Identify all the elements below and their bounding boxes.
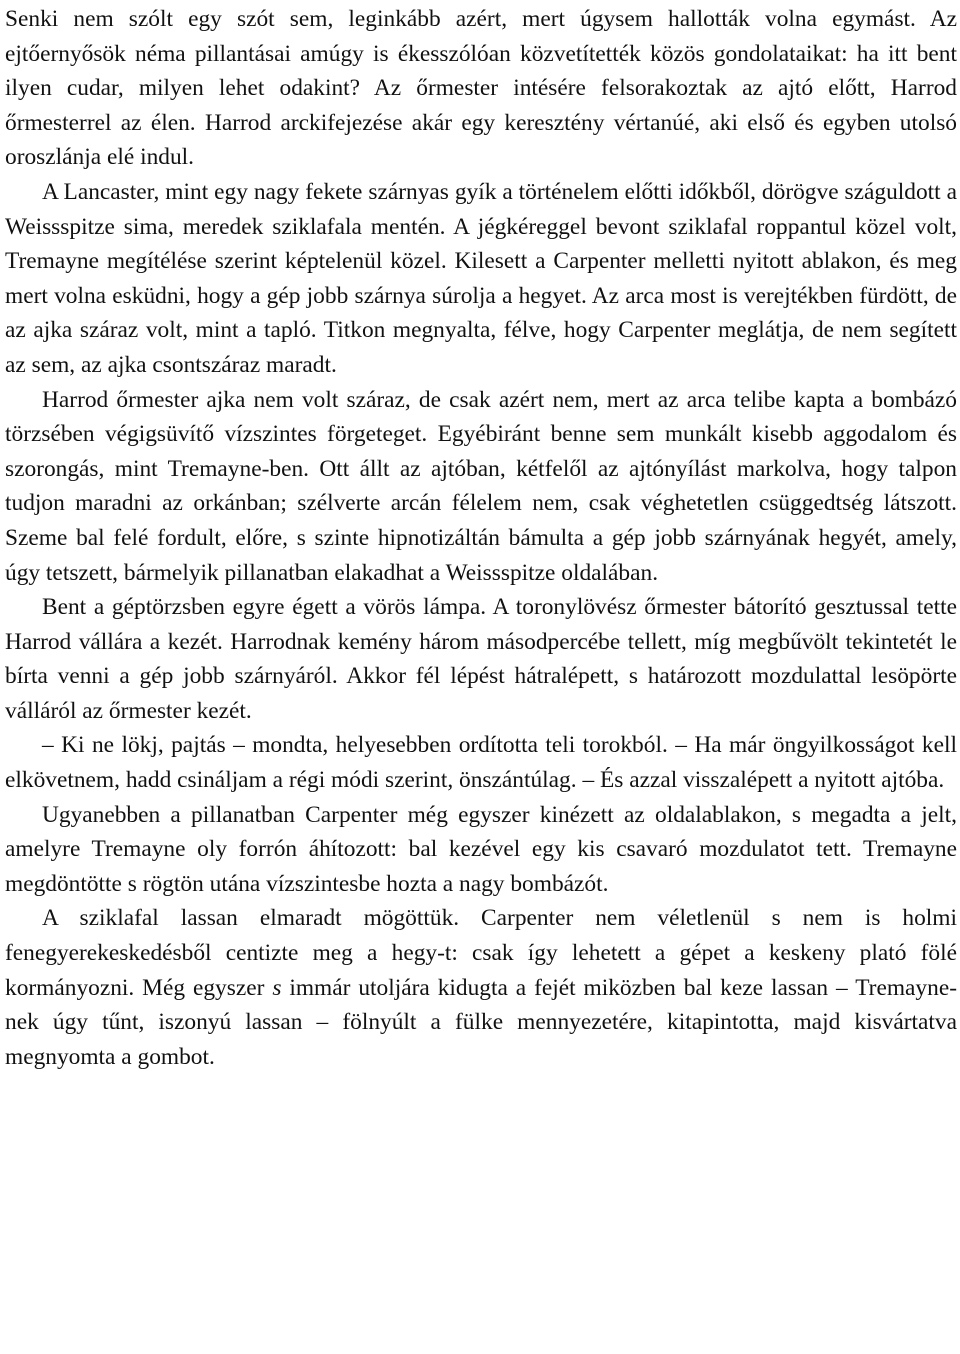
paragraph-6: Ugyanebben a pillanatban Carpenter még egyszer kinézett az oldalablakon, s megadta a jelt, amelyre Tremayne oly forrón áhítozott: bal kezével egy kis csavaró mozdulatot tett. Tremayne megdöntötte s rögtön utána vízszintesbe hozta a nagy bombázót. <box>5 801 957 897</box>
book-page <box>5 2 957 1074</box>
paragraph-1: Senki nem szólt egy szót sem, leginkább azért, mert úgysem hallották volna egymást. Az ejtőernyősök néma pillantásai amúgy is ékesszólóan közvetítették közös gondolataikat: ha itt bent ilyen cudar, milyen lehet odakint? Az őrmester intésére felsorakoztak az ajtó előtt, Harrod őrmesterrel az élen. Harrod arckifejezése akár egy keresztény vértanúé, aki első és egyben utolsó oroszlánja elé indul. <box>5 6 957 171</box>
paragraph-7-text-end: immár utoljára kidugta a fejét miközben bal keze lassan – Tremayne-nek úgy tűnt, iszonyú lassan – fölnyúlt a fülke mennyezetére, kitapintotta, majd kisvártatva megnyomta a gombot. <box>5 974 957 1070</box>
paragraph-7-text-start: A sziklafal lassan elmaradt mögöttük. Carpenter nem véletlenül s nem is holmi fenegyerekeskedésből centizte meg a hegy-t: csak így lehetett a gépet a keskeny plató fölé kormányozni. Még egyszer <box>5 905 957 1001</box>
paragraph-3: Harrod őrmester ajka nem volt száraz, de csak azért nem, mert az arca telibe kapta a bombázó törzsében végigsüvítő vízszintes förgeteget. Egyébiránt benne sem munkált kisebb aggodalom és szorongás, mint Tremayne-ben. Ott állt az ajtóban, kétfelől az ajtónyílást markolva, hogy talpon tudjon maradni az orkánban; szélverte arcán félelem nem, csak véghetetlen csüggedtség látszott. Szeme bal felé fordult, előre, s szinte hipnotizáltán bámulta a gép jobb szárnyának hegyét, amely, úgy tetszett, bármelyik pillanatban elakadhat a Weissspitze oldalában. <box>5 386 957 586</box>
paragraph-2: A Lancaster, mint egy nagy fekete szárnyas gyík a történelem előtti időkből, dörögve száguldott a Weissspitze sima, meredek sziklafala mentén. A jégkéreggel bevont sziklafal roppantul közel volt, Tremayne megítélése szerint képtelenül közel. Kilesett a Carpenter melletti nyitott ablakon, és meg mert volna esküdni, hogy a gép jobb szárnya súrolja a hegyet. Az arca most is verejtékben fürdött, de az ajka száraz volt, mint a tapló. Titkon megnyalta, félve, hogy Carpenter meglátja, de nem segített az sem, az ajka csontszáraz maradt. <box>5 178 957 378</box>
paragraph-5-dialogue: – Ki ne lökj, pajtás – mondta, helyesebben ordította teli torokból. – Ha már öngyilkosságot kell elkövetnem, hadd csináljam a régi módi szerint, önszántúlag. – És azzal visszalépett a nyitott ajtóba. <box>5 732 957 794</box>
paragraph-7 <box>5 901 957 1074</box>
paragraph-7-italic-word: s <box>272 974 282 1001</box>
paragraph-4: Bent a géptörzsben egyre égett a vörös lámpa. A toronylövész őrmester bátorító gesztussal tette Harrod vállára a kezét. Harrodnak kemény három másodpercébe tellett, míg megbűvölt tekintetét le bírta venni a gép jobb szárnyáról. Akkor fél lépést hátralépett, s határozott mozdulattal lesöpörte válláról az őrmester kezét. <box>5 594 957 724</box>
